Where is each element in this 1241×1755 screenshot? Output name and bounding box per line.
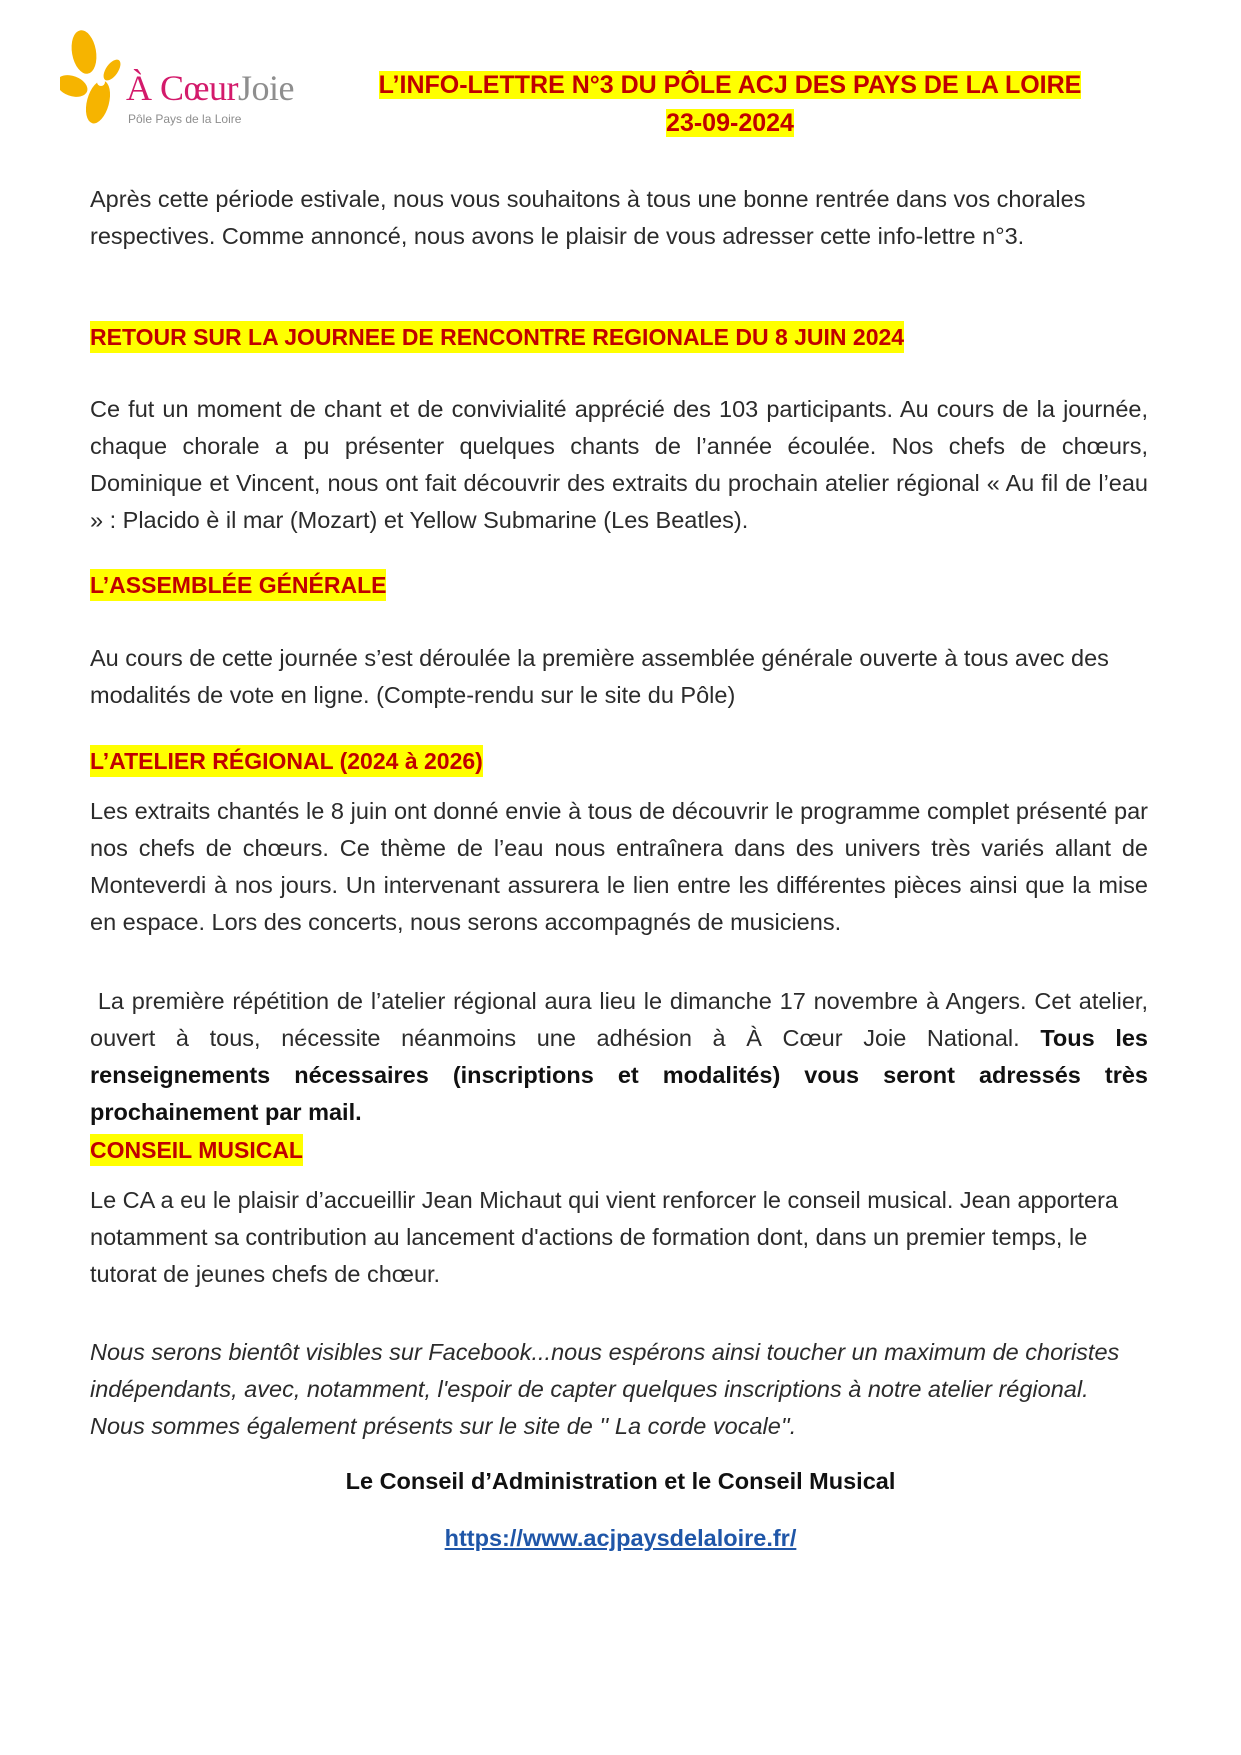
logo-subtitle: Pôle Pays de la Loire — [128, 112, 242, 126]
signature: Le Conseil d’Administration et le Conseil Musical — [345, 1468, 896, 1494]
logo-name-part2: Joie — [238, 68, 294, 108]
paragraph-atelier-2 — [90, 983, 1148, 1131]
paragraph-assemblee: Au cours de cette journée s’est déroulée la première assemblée générale ouverte à tous avec des modalités de vote en ligne. (Compte-rendu sur le site du Pôle) — [90, 645, 1109, 708]
atelier-rehearsal-text: La première répétition de l’atelier régional aura lieu le dimanche 17 novembre à Angers. Cet atelier, ouvert à tous, nécessite néanmoins une adhésion à À Cœur Joie National. — [90, 988, 1148, 1051]
heading-rencontre: RETOUR SUR LA JOURNEE DE RENCONTRE REGIONALE DU 8 JUIN 2024 — [90, 321, 904, 353]
heading-atelier: L’ATELIER RÉGIONAL (2024 à 2026) — [90, 745, 483, 777]
website-link[interactable]: https://www.acjpaysdelaloire.fr/ — [444, 1525, 797, 1551]
title-line-1: L’INFO-LETTRE N°3 DU PÔLE ACJ DES PAYS DE LA LOIRE — [378, 71, 1082, 99]
logo-name-part1: À Cœur — [126, 68, 238, 108]
title-date: 23-09-2024 — [666, 109, 794, 137]
website-link-wrapper — [0, 1521, 1241, 1555]
acj-logo — [60, 28, 320, 138]
heading-conseil: CONSEIL MUSICAL — [90, 1134, 303, 1166]
logo-wordmark — [126, 68, 294, 108]
paragraph-rencontre: Ce fut un moment de chant et de convivialité apprécié des 103 participants. Au cours de la journée, chaque chorale a pu présenter quelques chants de l’année écoulée. Nos chefs de chœurs, Dominique et Vincent, nous ont fait découvrir des extraits du prochain atelier régional « Au fil de l’eau » : Placido è il mar (Mozart) et Yellow Submarine (Les Beatles). — [90, 396, 1148, 533]
facebook-note: Nous serons bientôt visibles sur Facebook...nous espérons ainsi toucher un maximum de choristes indépendants, avec, notamment, l'espoir de capter quelques inscriptions à notre atelier régional. Nous sommes également présents sur le site de '' La corde vocale''. — [90, 1339, 1120, 1439]
paragraph-atelier-1: Les extraits chantés le 8 juin ont donné envie à tous de découvrir le programme complet présenté par nos chefs de chœurs. Ce thème de l’eau nous entraînera dans des univers très variés allant de Monteverdi à nos jours. Un intervenant assurera le lien entre les différentes pièces ainsi que la mise en espace. Lors des concerts, nous serons accompagnés de musiciens. — [90, 798, 1148, 935]
atelier-registration-note: Tous les renseignements nécessaires (inscriptions et modalités) vous seront adressés très prochainement par mail. — [90, 1025, 1148, 1125]
newsletter-title — [330, 66, 1130, 142]
heading-assemblee: L’ASSEMBLÉE GÉNÉRALE — [90, 569, 386, 601]
petals-logo-icon — [60, 28, 130, 138]
intro-paragraph: Après cette période estivale, nous vous souhaitons à tous une bonne rentrée dans vos chorales respectives. Comme annoncé, nous avons le plaisir de vous adresser cette info-lettre n°3. — [90, 186, 1086, 249]
paragraph-conseil: Le CA a eu le plaisir d’accueillir Jean Michaut qui vient renforcer le conseil musical. Jean apportera notamment sa contribution au lancement d'actions de formation dont, dans un premier temps, le tutorat de jeunes chefs de chœur. — [90, 1187, 1118, 1287]
